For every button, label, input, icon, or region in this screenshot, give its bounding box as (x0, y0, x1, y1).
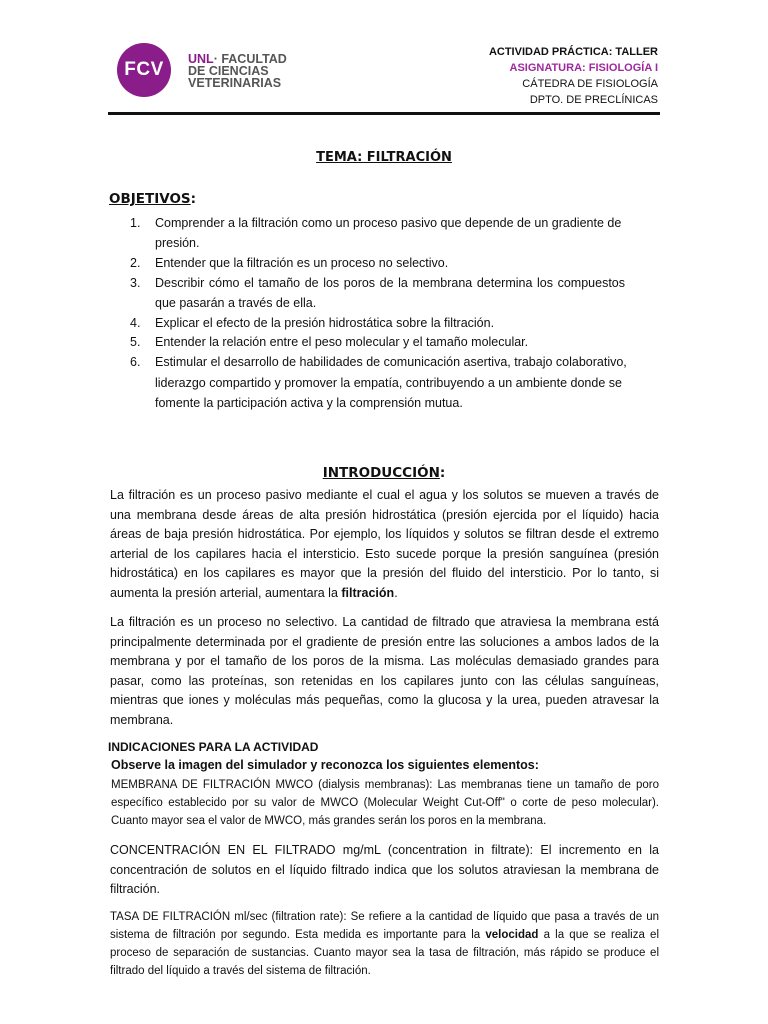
list-item (130, 352, 670, 414)
rate-text: TASA DE FILTRACIÓN ml/sec (filtration rate): Se refiere a la cantidad de líquido que pasa a través de un sistema de filtración por segundo. Esta medida es importante para la (110, 911, 659, 941)
list-item (130, 253, 670, 273)
logo-faculty: · FACULTAD (213, 52, 287, 66)
list-number: 5. (130, 335, 141, 349)
introduction-paragraph-2: La filtración es un proceso no selectivo. La cantidad de filtrado que atraviesa la membrana está principalmente determinada por el gradiente de presión entre las soluciones a ambos lados de la membrana y por el tamaño de los poros de la misma. Las moléculas demasiado grandes para pasar, como las proteínas, son retenidas en los capilares junto con las células sanguíneas, mientras que iones y moléculas más pequeñas, como la glucosa y la urea, pueden atravesar la membrana. (110, 615, 659, 727)
list-item (130, 333, 670, 352)
header-info (489, 44, 658, 108)
objectives-list (130, 213, 670, 414)
logo-line-2: DE CIENCIAS (188, 64, 269, 78)
list-number: 2. (130, 256, 141, 270)
logo-line-3: VETERINARIAS (188, 76, 282, 90)
list-text: Entender la relación entre el peso molecular y el tamaño molecular. (155, 335, 529, 349)
rate-bold: velocidad (485, 929, 539, 941)
chair-name: CÁTEDRA DE FISIOLOGÍA (522, 78, 658, 90)
rate-end: a la que se realiza el proceso de separación de sustancias. Cuanto mayor sea la tasa de filtración, más rápido se produce el filtrado del líquido a través del sistema de filtración. (110, 929, 659, 977)
activity-heading: INDICACIONES PARA LA ACTIVIDAD (108, 740, 319, 754)
list-number: 3. (130, 276, 141, 290)
intro-p1-end: . (394, 585, 398, 600)
fcv-logo-badge (117, 43, 171, 97)
list-text: Describir cómo el tamaño de los poros de la membrana determina los compuestos que pasarán a través de ella. (155, 276, 625, 310)
membrane-description: MEMBRANA DE FILTRACIÓN MWCO (dialysis membranas): Las membranas tiene un tamaño de poro específico establecido por su valor de MWCO (Molecular Weight Cut-Off" o corte de peso molecular). Cuanto mayor sea el valor de MWCO, más grandes serán los poros en la membrana. (111, 779, 659, 827)
list-number: 1. (130, 216, 141, 230)
page-title: TEMA: FILTRACIÓN (316, 150, 452, 165)
department-name: DPTO. DE PRECLÍNICAS (529, 94, 658, 106)
objectives-heading-colon: : (190, 191, 197, 207)
concentration-description: CONCENTRACIÓN EN EL FILTRADO mg/mL (concentration in filtrate): El incremento en la concentración de solutos en el líquido filtrado indica que los solutos atraviesan la membrana de filtración. (110, 843, 659, 896)
logo-unl: UNL (188, 52, 214, 66)
header-divider (108, 112, 660, 115)
introduction-heading (0, 465, 768, 481)
activity-type: ACTIVIDAD PRÁCTICA: TALLER (488, 46, 658, 58)
introduction-heading-colon: : (439, 465, 446, 481)
filtration-rate-description (110, 908, 659, 980)
list-text: Explicar el efecto de la presión hidrostática sobre la filtración. (155, 316, 495, 330)
introduction-heading-text: INTRODUCCIÓN (322, 465, 440, 481)
list-text: Estimular el desarrollo de habilidades de comunicación asertiva, trabajo colaborativo, liderazgo compartido y promover la empatía, contribuyendo a un ambiente donde se fomente la participación activa y la comprensión mutua. (155, 355, 627, 410)
logo-badge-text: FCV (124, 59, 164, 80)
faculty-logo-text (188, 53, 287, 89)
list-text: Comprender a la filtración como un proceso pasivo que depende de un gradiente de presión. (155, 216, 622, 250)
list-item (130, 273, 625, 313)
subject-name: ASIGNATURA: FISIOLOGÍA I (509, 62, 658, 74)
observe-instruction: Observe la imagen del simulador y reconozca los siguientes elementos: (111, 758, 539, 772)
intro-p1-text: La filtración es un proceso pasivo mediante el cual el agua y los solutos se mueven a través de una membrana desde áreas de alta presión hidrostática (presión ejercida por el líquido) hacia áreas de baja presión hidrostática. Por ejemplo, los líquidos y solutos se filtran desde el extremo arterial de los capilares hacia el intersticio. Esto sucede porque la presión sanguínea (presión hidrostática) en los capilares es mayor que la presión del fluido del intersticio. Por lo tanto, si aumenta la presión arterial, aumentara la (110, 488, 659, 600)
list-number: 4. (130, 316, 141, 330)
list-item (130, 313, 670, 333)
objectives-heading (109, 191, 196, 207)
list-number: 6. (130, 355, 141, 369)
objectives-heading-text: OBJETIVOS (109, 191, 191, 207)
intro-p1-bold: filtración (341, 585, 395, 600)
introduction-paragraph-1 (110, 486, 659, 603)
list-item (130, 213, 660, 253)
list-text: Entender que la filtración es un proceso no selectivo. (155, 256, 449, 270)
